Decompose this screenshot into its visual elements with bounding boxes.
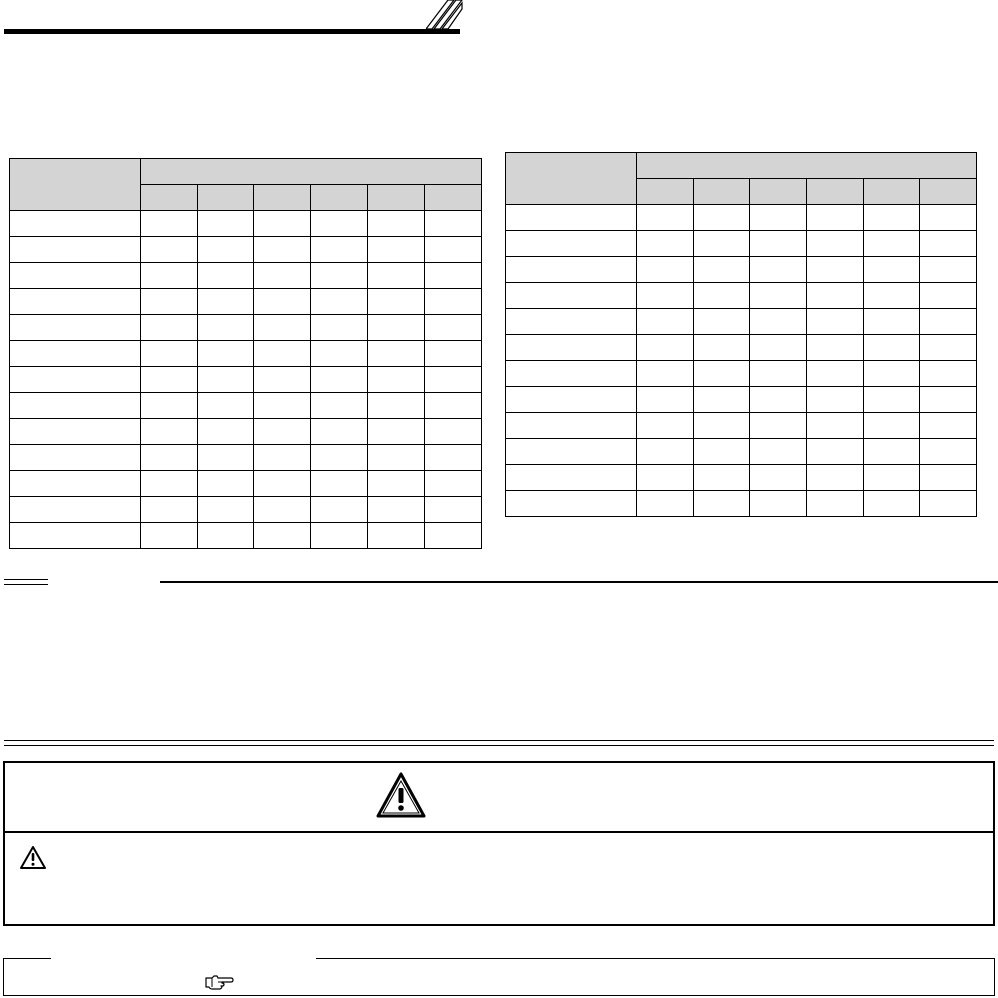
table-row: [10, 263, 482, 289]
table-cell: [425, 211, 482, 237]
table-cell: [920, 205, 977, 231]
row-label-cell: [506, 309, 637, 335]
table-cell: [311, 289, 368, 315]
table-row: [506, 413, 977, 439]
table-left-subheader: [368, 185, 425, 211]
row-label-cell: [10, 419, 141, 445]
table-cell: [254, 497, 311, 523]
table-cell: [368, 211, 425, 237]
warning-triangle-icon: [375, 771, 427, 819]
table-cell: [750, 439, 807, 465]
table-row: [506, 439, 977, 465]
table-row: [10, 289, 482, 315]
caution-divider: [5, 831, 993, 833]
table-cell: [864, 465, 920, 491]
table-cell: [425, 289, 482, 315]
table-cell: [198, 471, 254, 497]
row-label-cell: [506, 283, 637, 309]
table-row: [506, 257, 977, 283]
table-cell: [807, 413, 864, 439]
table-cell: [750, 309, 807, 335]
table-cell: [694, 283, 750, 309]
table-cell: [368, 367, 425, 393]
chapter-corner-mark-icon: [426, 0, 466, 34]
table-row: [10, 497, 482, 523]
table-cell: [198, 211, 254, 237]
table-row: [506, 231, 977, 257]
table-cell: [425, 445, 482, 471]
table-cell: [807, 257, 864, 283]
table-cell: [311, 393, 368, 419]
table-cell: [311, 341, 368, 367]
table-cell: [750, 361, 807, 387]
table-cell: [141, 471, 198, 497]
table-cell: [637, 465, 694, 491]
table-cell: [368, 497, 425, 523]
table-cell: [694, 387, 750, 413]
table-left-subheader: [141, 185, 198, 211]
row-label-cell: [10, 497, 141, 523]
row-label-cell: [10, 471, 141, 497]
table-cell: [311, 315, 368, 341]
table-cell: [750, 257, 807, 283]
row-label-cell: [10, 341, 141, 367]
table-cell: [637, 257, 694, 283]
row-label-cell: [10, 445, 141, 471]
row-label-cell: [506, 387, 637, 413]
table-left-subheader: [311, 185, 368, 211]
warning-triangle-small-icon: [19, 845, 47, 870]
table-cell: [920, 387, 977, 413]
row-label-cell: [506, 491, 637, 517]
table-row: [10, 237, 482, 263]
table-cell: [254, 419, 311, 445]
reference-tab: [51, 957, 316, 961]
reference-box: [3, 958, 995, 996]
table-cell: [807, 205, 864, 231]
table-cell: [198, 237, 254, 263]
table-cell: [311, 497, 368, 523]
table-cell: [920, 413, 977, 439]
table-cell: [637, 387, 694, 413]
table-row: [506, 205, 977, 231]
table-left-subheader: [425, 185, 482, 211]
table-right-corner-header: [506, 153, 637, 205]
row-label-cell: [10, 523, 141, 549]
table-cell: [694, 491, 750, 517]
table-cell: [198, 289, 254, 315]
table-cell: [637, 231, 694, 257]
table-cell: [864, 257, 920, 283]
row-label-cell: [506, 335, 637, 361]
note-separator: [4, 578, 998, 588]
table-cell: [368, 341, 425, 367]
table-cell: [311, 263, 368, 289]
table-row: [506, 335, 977, 361]
table-cell: [198, 341, 254, 367]
row-label-cell: [506, 231, 637, 257]
table-cell: [425, 523, 482, 549]
table-cell: [368, 315, 425, 341]
table-cell: [368, 471, 425, 497]
table-cell: [425, 471, 482, 497]
table-row: [506, 283, 977, 309]
table-cell: [807, 387, 864, 413]
table-cell: [750, 387, 807, 413]
table-cell: [750, 283, 807, 309]
table-cell: [311, 471, 368, 497]
table-cell: [311, 445, 368, 471]
table-cell: [920, 361, 977, 387]
header-rule: [4, 29, 460, 34]
table-row: [506, 491, 977, 517]
table-cell: [864, 361, 920, 387]
table-cell: [254, 341, 311, 367]
table-row: [10, 445, 482, 471]
row-label-cell: [506, 439, 637, 465]
table-row: [10, 341, 482, 367]
table-right-body: [506, 205, 977, 517]
table-cell: [637, 205, 694, 231]
table-cell: [864, 231, 920, 257]
table-cell: [920, 465, 977, 491]
table-cell: [141, 523, 198, 549]
table-cell: [198, 263, 254, 289]
table-cell: [311, 237, 368, 263]
table-row: [506, 361, 977, 387]
table-cell: [254, 393, 311, 419]
table-cell: [368, 445, 425, 471]
table-cell: [198, 367, 254, 393]
table-right-subheader: [750, 179, 807, 205]
table-cell: [694, 335, 750, 361]
row-label-cell: [10, 315, 141, 341]
table-cell: [425, 263, 482, 289]
table-cell: [141, 393, 198, 419]
table-cell: [311, 211, 368, 237]
table-row: [10, 393, 482, 419]
spec-table-right: [505, 152, 977, 517]
table-left-subheader: [254, 185, 311, 211]
table-cell: [920, 335, 977, 361]
row-label-cell: [10, 263, 141, 289]
table-cell: [368, 419, 425, 445]
table-cell: [141, 419, 198, 445]
table-cell: [254, 445, 311, 471]
table-cell: [807, 361, 864, 387]
table-left-group-header: [141, 159, 482, 185]
table-cell: [807, 439, 864, 465]
section-double-rule: [4, 740, 994, 746]
table-cell: [141, 237, 198, 263]
table-cell: [368, 237, 425, 263]
table-cell: [750, 413, 807, 439]
caution-box: [3, 761, 995, 926]
table-cell: [141, 367, 198, 393]
table-cell: [254, 367, 311, 393]
row-label-cell: [506, 205, 637, 231]
table-cell: [920, 439, 977, 465]
table-cell: [864, 309, 920, 335]
table-cell: [254, 263, 311, 289]
table-cell: [694, 309, 750, 335]
table-cell: [368, 523, 425, 549]
table-cell: [254, 523, 311, 549]
table-row: [506, 309, 977, 335]
table-cell: [637, 439, 694, 465]
table-cell: [254, 315, 311, 341]
table-cell: [254, 211, 311, 237]
table-cell: [864, 205, 920, 231]
table-cell: [920, 491, 977, 517]
table-cell: [425, 367, 482, 393]
table-cell: [141, 263, 198, 289]
table-cell: [694, 361, 750, 387]
table-cell: [141, 211, 198, 237]
table-cell: [637, 361, 694, 387]
table-cell: [920, 283, 977, 309]
row-label-cell: [10, 237, 141, 263]
table-cell: [311, 523, 368, 549]
table-cell: [637, 413, 694, 439]
table-cell: [807, 283, 864, 309]
row-label-cell: [10, 367, 141, 393]
table-cell: [141, 497, 198, 523]
spec-table-left: [9, 158, 482, 549]
table-right-subheader: [920, 179, 977, 205]
row-label-cell: [10, 211, 141, 237]
table-cell: [198, 393, 254, 419]
table-cell: [920, 231, 977, 257]
table-cell: [807, 335, 864, 361]
table-right-subheader: [807, 179, 864, 205]
row-label-cell: [506, 257, 637, 283]
row-label-cell: [506, 361, 637, 387]
table-cell: [750, 491, 807, 517]
table-cell: [198, 445, 254, 471]
row-label-cell: [506, 465, 637, 491]
table-cell: [694, 413, 750, 439]
table-cell: [425, 419, 482, 445]
table-cell: [141, 341, 198, 367]
table-row: [506, 387, 977, 413]
table-cell: [254, 237, 311, 263]
table-right-subheader: [694, 179, 750, 205]
table-cell: [694, 231, 750, 257]
table-cell: [750, 205, 807, 231]
table-right-subheader: [864, 179, 920, 205]
table-cell: [311, 367, 368, 393]
table-cell: [750, 335, 807, 361]
row-label-cell: [10, 393, 141, 419]
table-cell: [637, 491, 694, 517]
table-cell: [920, 309, 977, 335]
table-cell: [198, 497, 254, 523]
pointing-hand-icon[interactable]: [204, 973, 234, 991]
table-row: [10, 367, 482, 393]
table-cell: [425, 237, 482, 263]
table-cell: [425, 341, 482, 367]
table-cell: [198, 419, 254, 445]
row-label-cell: [10, 289, 141, 315]
table-cell: [864, 413, 920, 439]
table-cell: [807, 465, 864, 491]
table-cell: [920, 257, 977, 283]
table-left-subheader: [198, 185, 254, 211]
table-cell: [637, 309, 694, 335]
table-cell: [750, 465, 807, 491]
table-cell: [425, 497, 482, 523]
table-row: [506, 465, 977, 491]
table-cell: [141, 445, 198, 471]
table-cell: [198, 523, 254, 549]
table-cell: [694, 257, 750, 283]
table-cell: [637, 283, 694, 309]
table-cell: [750, 231, 807, 257]
table-cell: [864, 283, 920, 309]
table-cell: [425, 393, 482, 419]
table-cell: [637, 335, 694, 361]
table-row: [10, 315, 482, 341]
table-cell: [694, 205, 750, 231]
table-row: [10, 211, 482, 237]
table-row: [10, 471, 482, 497]
table-right-group-header: [637, 153, 977, 179]
table-cell: [254, 289, 311, 315]
table-cell: [254, 471, 311, 497]
table-cell: [368, 289, 425, 315]
table-cell: [864, 335, 920, 361]
table-cell: [807, 309, 864, 335]
table-cell: [141, 289, 198, 315]
table-cell: [311, 419, 368, 445]
table-right-subheader: [637, 179, 694, 205]
table-cell: [368, 393, 425, 419]
table-cell: [807, 491, 864, 517]
table-row: [10, 523, 482, 549]
table-row: [10, 419, 482, 445]
table-cell: [864, 491, 920, 517]
table-cell: [694, 465, 750, 491]
row-label-cell: [506, 413, 637, 439]
table-cell: [141, 315, 198, 341]
table-left-corner-header: [10, 159, 141, 211]
table-cell: [864, 387, 920, 413]
table-left-body: [10, 211, 482, 549]
table-cell: [864, 439, 920, 465]
table-cell: [694, 439, 750, 465]
table-cell: [198, 315, 254, 341]
table-cell: [368, 263, 425, 289]
table-cell: [807, 231, 864, 257]
table-cell: [425, 315, 482, 341]
